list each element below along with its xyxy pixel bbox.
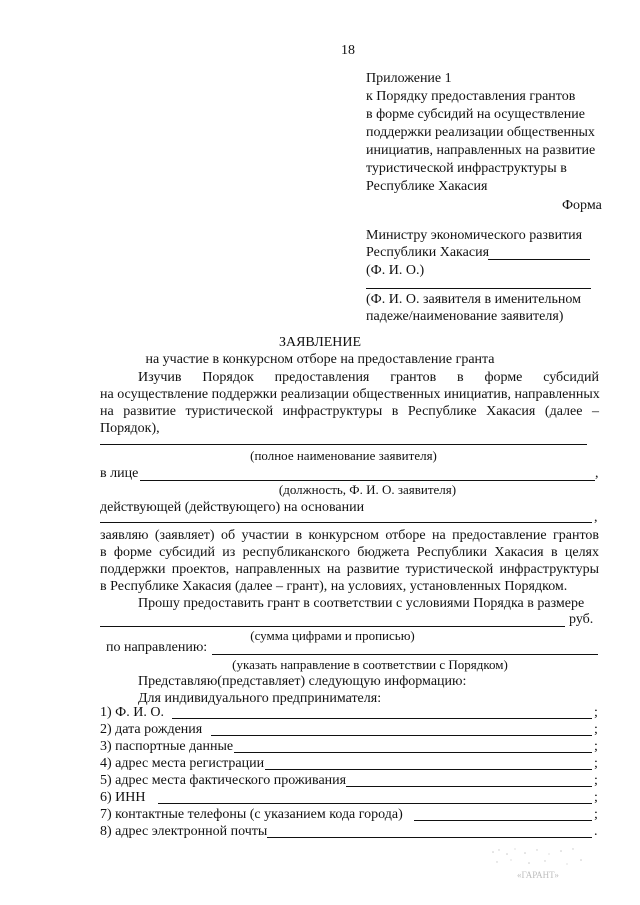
request-text: Прошу предоставить грант в соответствии с условиями Порядка в размере — [138, 596, 585, 611]
item-label: 5) адрес места фактического проживания — [100, 773, 347, 788]
watermark-stamp — [485, 840, 595, 885]
comma: , — [594, 510, 598, 525]
paragraph-line: Изучив Порядок предоставления грантов в форме субсидий — [138, 370, 599, 385]
semicolon: ; — [594, 722, 598, 737]
semicolon: ; — [594, 790, 598, 805]
paragraph-line: в Республике Хакасия (далее – грант), на условиях, установленных Порядком. — [100, 579, 568, 594]
ip-heading: Для индивидуального предпринимателя: — [138, 691, 382, 706]
semicolon: ; — [594, 807, 598, 822]
item-label: 7) контактные телефоны (с указанием кода города) — [100, 807, 403, 822]
appendix-line: в форме субсидий на осуществление — [366, 107, 585, 122]
caption-applicant-name: (полное наименование заявителя) — [250, 448, 437, 463]
item-label: 6) ИНН — [100, 790, 146, 805]
semicolon: ; — [594, 739, 598, 754]
appendix-line: к Порядку предоставления грантов — [366, 89, 576, 104]
paragraph-line: Порядок), — [100, 421, 160, 436]
comma: , — [595, 466, 599, 481]
item-fill-line[interactable] — [346, 786, 592, 787]
item-fill-line[interactable] — [158, 803, 592, 804]
paragraph-line: в форме субсидий из республиканского бюджета Республики Хакасия в целях — [100, 545, 599, 560]
caption-position: (должность, Ф. И. О. заявителя) — [278, 482, 457, 497]
document-subtitle: на участие в конкурсном отборе на предоставление гранта — [145, 352, 495, 367]
appendix-line: Приложение 1 — [366, 71, 452, 86]
stamp-text: «ГАРАНТ» — [517, 870, 559, 880]
item-label: 8) адрес электронной почты — [100, 824, 268, 839]
semicolon: ; — [594, 773, 598, 788]
addressee-line: (Ф. И. О.) — [366, 263, 425, 278]
period: . — [594, 824, 598, 839]
item-fill-line[interactable] — [265, 769, 592, 770]
basis-line[interactable] — [100, 522, 592, 523]
addressee-line: Республики Хакасия — [366, 245, 490, 260]
direction-line[interactable] — [212, 654, 598, 655]
semicolon: ; — [594, 756, 598, 771]
provide-info-text: Представляю(представляет) следующую информацию: — [138, 674, 467, 689]
position-line[interactable] — [140, 480, 595, 481]
caption-direction: (указать направление в соответствии с Порядком) — [232, 657, 508, 672]
currency-label: руб. — [569, 612, 594, 627]
item-fill-line[interactable] — [234, 752, 592, 753]
paragraph-line: на развитие туристической инфраструктуры в Республике Хакасия (далее – — [100, 404, 599, 419]
caption-amount: (сумма цифрами и прописью) — [250, 628, 415, 643]
item-fill-line[interactable] — [211, 735, 592, 736]
addressee-caption: (Ф. И. О. заявителя в именительном — [366, 292, 581, 307]
item-fill-line[interactable] — [414, 820, 592, 821]
amount-line[interactable] — [100, 626, 565, 627]
appendix-line: Республике Хакасия — [366, 179, 488, 194]
paragraph-line: на осуществление поддержки реализации общественных инициатив, направленных — [100, 387, 600, 402]
addressee-line: Министру экономического развития — [366, 228, 583, 243]
appendix-line: инициатив, направленных на развитие — [366, 143, 596, 158]
acting-basis: действующей (действующего) на основании — [100, 500, 365, 515]
applicant-name-line[interactable] — [100, 444, 587, 445]
fill-line — [366, 288, 591, 289]
item-label: 2) дата рождения — [100, 722, 203, 737]
document-title: ЗАЯВЛЕНИЕ — [278, 335, 362, 350]
paragraph-line: заявляю (заявляет) об участии в конкурсном отборе на предоставление грантов — [100, 528, 599, 543]
direction-label: по направлению: — [106, 640, 208, 655]
item-fill-line[interactable] — [267, 837, 592, 838]
item-label: 3) паспортные данные — [100, 739, 234, 754]
semicolon: ; — [594, 705, 598, 720]
item-label: 1) Ф. И. О. — [100, 705, 164, 720]
addressee-caption: падеже/наименование заявителя) — [366, 309, 564, 324]
item-fill-line[interactable] — [172, 718, 592, 719]
in-person-label: в лице — [100, 466, 139, 481]
fill-line — [488, 259, 590, 260]
appendix-line: туристической инфраструктуры в — [366, 161, 567, 176]
form-label: Форма — [562, 198, 602, 213]
paragraph-line: поддержки проектов, направленных на развитие туристической инфраструктуры — [100, 562, 599, 577]
item-label: 4) адрес места регистрации — [100, 756, 265, 771]
page-number: 18 — [341, 43, 355, 58]
appendix-line: поддержки реализации общественных — [366, 125, 595, 140]
